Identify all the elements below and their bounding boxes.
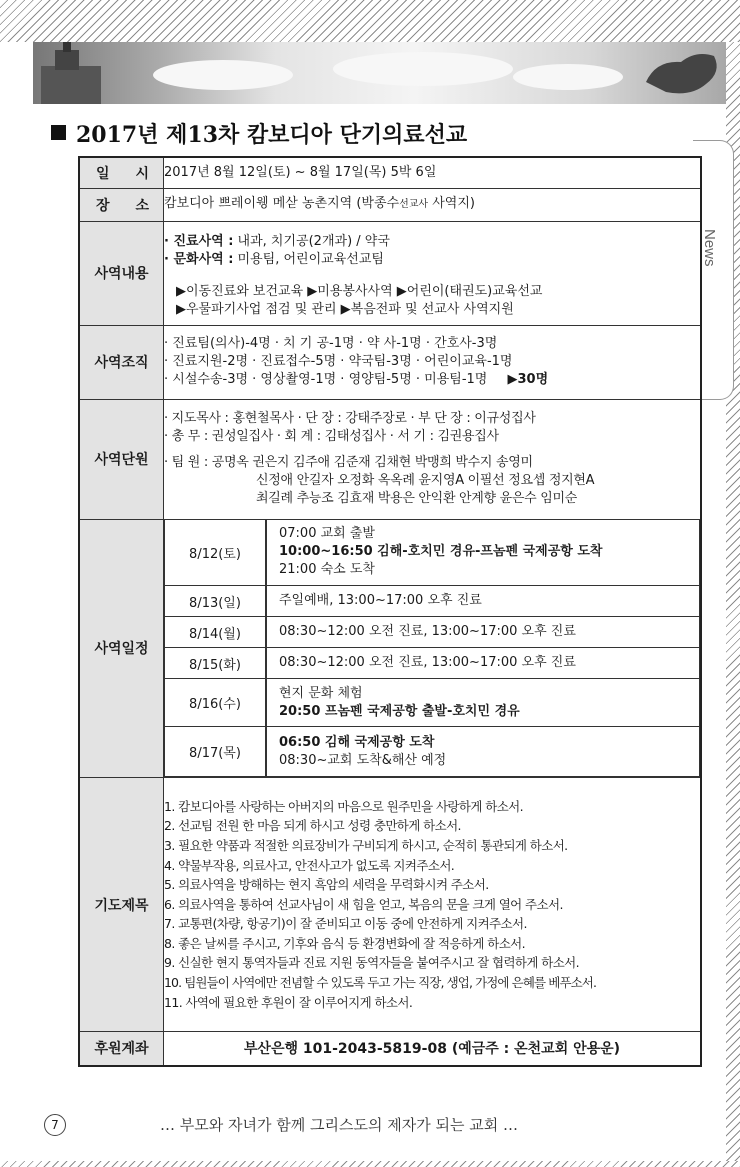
prayer-item: 11. 사역에 필요한 후원이 잘 이루어지게 하소서. (164, 994, 413, 1010)
prayer-item: 1. 캄보디아를 사랑하는 아버지의 마음으로 원주민을 사랑하게 하소서. (164, 798, 524, 814)
prayer-item: 9. 신실한 현지 통역자들과 진료 지원 동역자들을 붙여주시고 잘 협력하게 하소서. (164, 955, 580, 971)
label-members: 사역단원 (79, 399, 164, 519)
hatch-pattern-bottom (0, 1161, 740, 1167)
schedule-table (164, 520, 700, 778)
schedule-row: 8/16(수) 현지 문화 체험 20:50 프놈펜 국제공항 출발-호치민 경유 (165, 679, 700, 727)
row-date (79, 157, 701, 188)
prayer-item: 3. 필요한 약품과 적절한 의료장비가 구비되게 하시고, 순적히 통관되게 하소서. (164, 837, 568, 853)
page-number: 7 (44, 1114, 66, 1136)
title-square-bullet (51, 125, 66, 140)
schedule-row: 8/13(일) 주일예배, 13:00~17:00 오후 진료 (165, 586, 700, 617)
value-schedule (164, 519, 702, 778)
schedule-row: 8/12(토) 07:00 교회 출발 10:00~16:50 김해-호치민 경유-프놈펜 국제공항 도착 21:00 숙소 도착 (165, 520, 700, 586)
label-org: 사역조직 (79, 325, 164, 399)
prayer-item: 5. 의료사역을 방해하는 현지 흑암의 세력을 무력화시켜 주소서. (164, 877, 489, 893)
label-prayer: 기도제목 (79, 778, 164, 1032)
value-place: 캄보디아 쁘레이웽 메삳 농촌지역 (박종수선교사 사역지) (164, 188, 702, 221)
label-place: 장 소 (79, 188, 164, 221)
row-prayer (79, 778, 701, 1032)
prayer-item: 8. 좋은 날씨를 주시고, 기후와 음식 등 환경변화에 잘 적응하게 하소서. (164, 935, 526, 951)
value-account: 부산은행 101-2043-5819-08 (예금주 : 온천교회 안용운) (164, 1032, 702, 1066)
prayer-item: 6. 의료사역을 통하여 선교사님이 새 힘을 얻고, 복음의 문을 크게 열어 주소서. (164, 896, 563, 912)
prayer-item: 4. 약물부작용, 의료사고, 안전사고가 없도록 지켜주소서. (164, 857, 455, 873)
value-org: · 진료팀(의사)-4명 · 치 기 공-1명 · 약 사-1명 · 간호사-3명 · 진료지원-2명 · 진료접수-5명 · 약국팀-3명 · 어린이교육-1명 · 시설수송-3명 · 영상촬영-1명 · 영양팀-5명 · 미용팀-1명 ▶30명 (164, 325, 702, 399)
footer-motto: … 부모와 자녀가 함께 그리스도의 제자가 되는 교회 … (160, 1116, 518, 1134)
schedule-row: 8/14(월) 08:30~12:00 오전 진료, 13:00~17:00 오후 진료 (165, 617, 700, 648)
label-content: 사역내용 (79, 221, 164, 325)
value-date: 2017년 8월 12일(토) ~ 8월 17일(목) 5박 6일 (164, 157, 702, 188)
schedule-row: 8/15(화) 08:30~12:00 오전 진료, 13:00~17:00 오후 진료 (165, 648, 700, 679)
page-title (51, 118, 467, 149)
mission-info-table (78, 156, 702, 1067)
label-date: 일 시 (79, 157, 164, 188)
news-side-tab: News (693, 140, 734, 400)
prayer-item: 2. 선교팀 전원 한 마음 되게 하시고 성령 충만하게 하소서. (164, 818, 461, 834)
title-text: 2017년 제13차 캄보디아 단기의료선교 (76, 122, 468, 148)
prayer-item: 10. 팀원들이 사역에만 전념할 수 있도록 두고 가는 직장, 생업, 가정에 은혜를 베푸소서. (164, 975, 597, 991)
row-org (79, 325, 701, 399)
label-schedule: 사역일정 (79, 519, 164, 778)
row-place (79, 188, 701, 221)
row-schedule (79, 519, 701, 778)
prayer-item: 7. 교통편(차량, 항공기)이 잘 준비되고 이동 중에 안전하게 지켜주소서. (164, 916, 527, 932)
row-content (79, 221, 701, 325)
schedule-row: 8/17(목) 06:50 김해 국제공항 도착 08:30~교회 도착&해산 예정 (165, 727, 700, 777)
value-prayer (164, 778, 702, 1032)
row-members (79, 399, 701, 519)
hatch-pattern-top (0, 0, 740, 42)
label-account: 후원계좌 (79, 1032, 164, 1066)
row-account (79, 1032, 701, 1066)
value-content: · 진료사역 : 내과, 치기공(2개과) / 약국 · 문화사역 : 미용팀, 어린이교육선교팀 ▶이동진료와 보건교육 ▶미용봉사사역 ▶어린이(태권도)교육선교 ▶우물파기사업 점검 및 관리 ▶복음전파 및 선교사 사역지원 (164, 221, 702, 325)
map-silhouette-icon (636, 42, 726, 102)
header-banner-photo (33, 42, 726, 104)
value-members: · 지도목사 : 홍현철목사 · 단 장 : 강태주장로 · 부 단 장 : 이규성집사 · 총 무 : 권성일집사 · 회 계 : 김태성집사 · 서 기 : 김권용집사 · 팀 원 : 공명옥 권은지 김주애 김준재 김채현 박맹희 박수지 송영미 신정애 안길자 오정화 옥옥례 윤지영A 이필선 정요셉 정지현A 최길례 추능조 김효재 박용은 안익환 안계향 윤은수 임미순 (164, 399, 702, 519)
building-silhouette-icon (33, 42, 113, 104)
